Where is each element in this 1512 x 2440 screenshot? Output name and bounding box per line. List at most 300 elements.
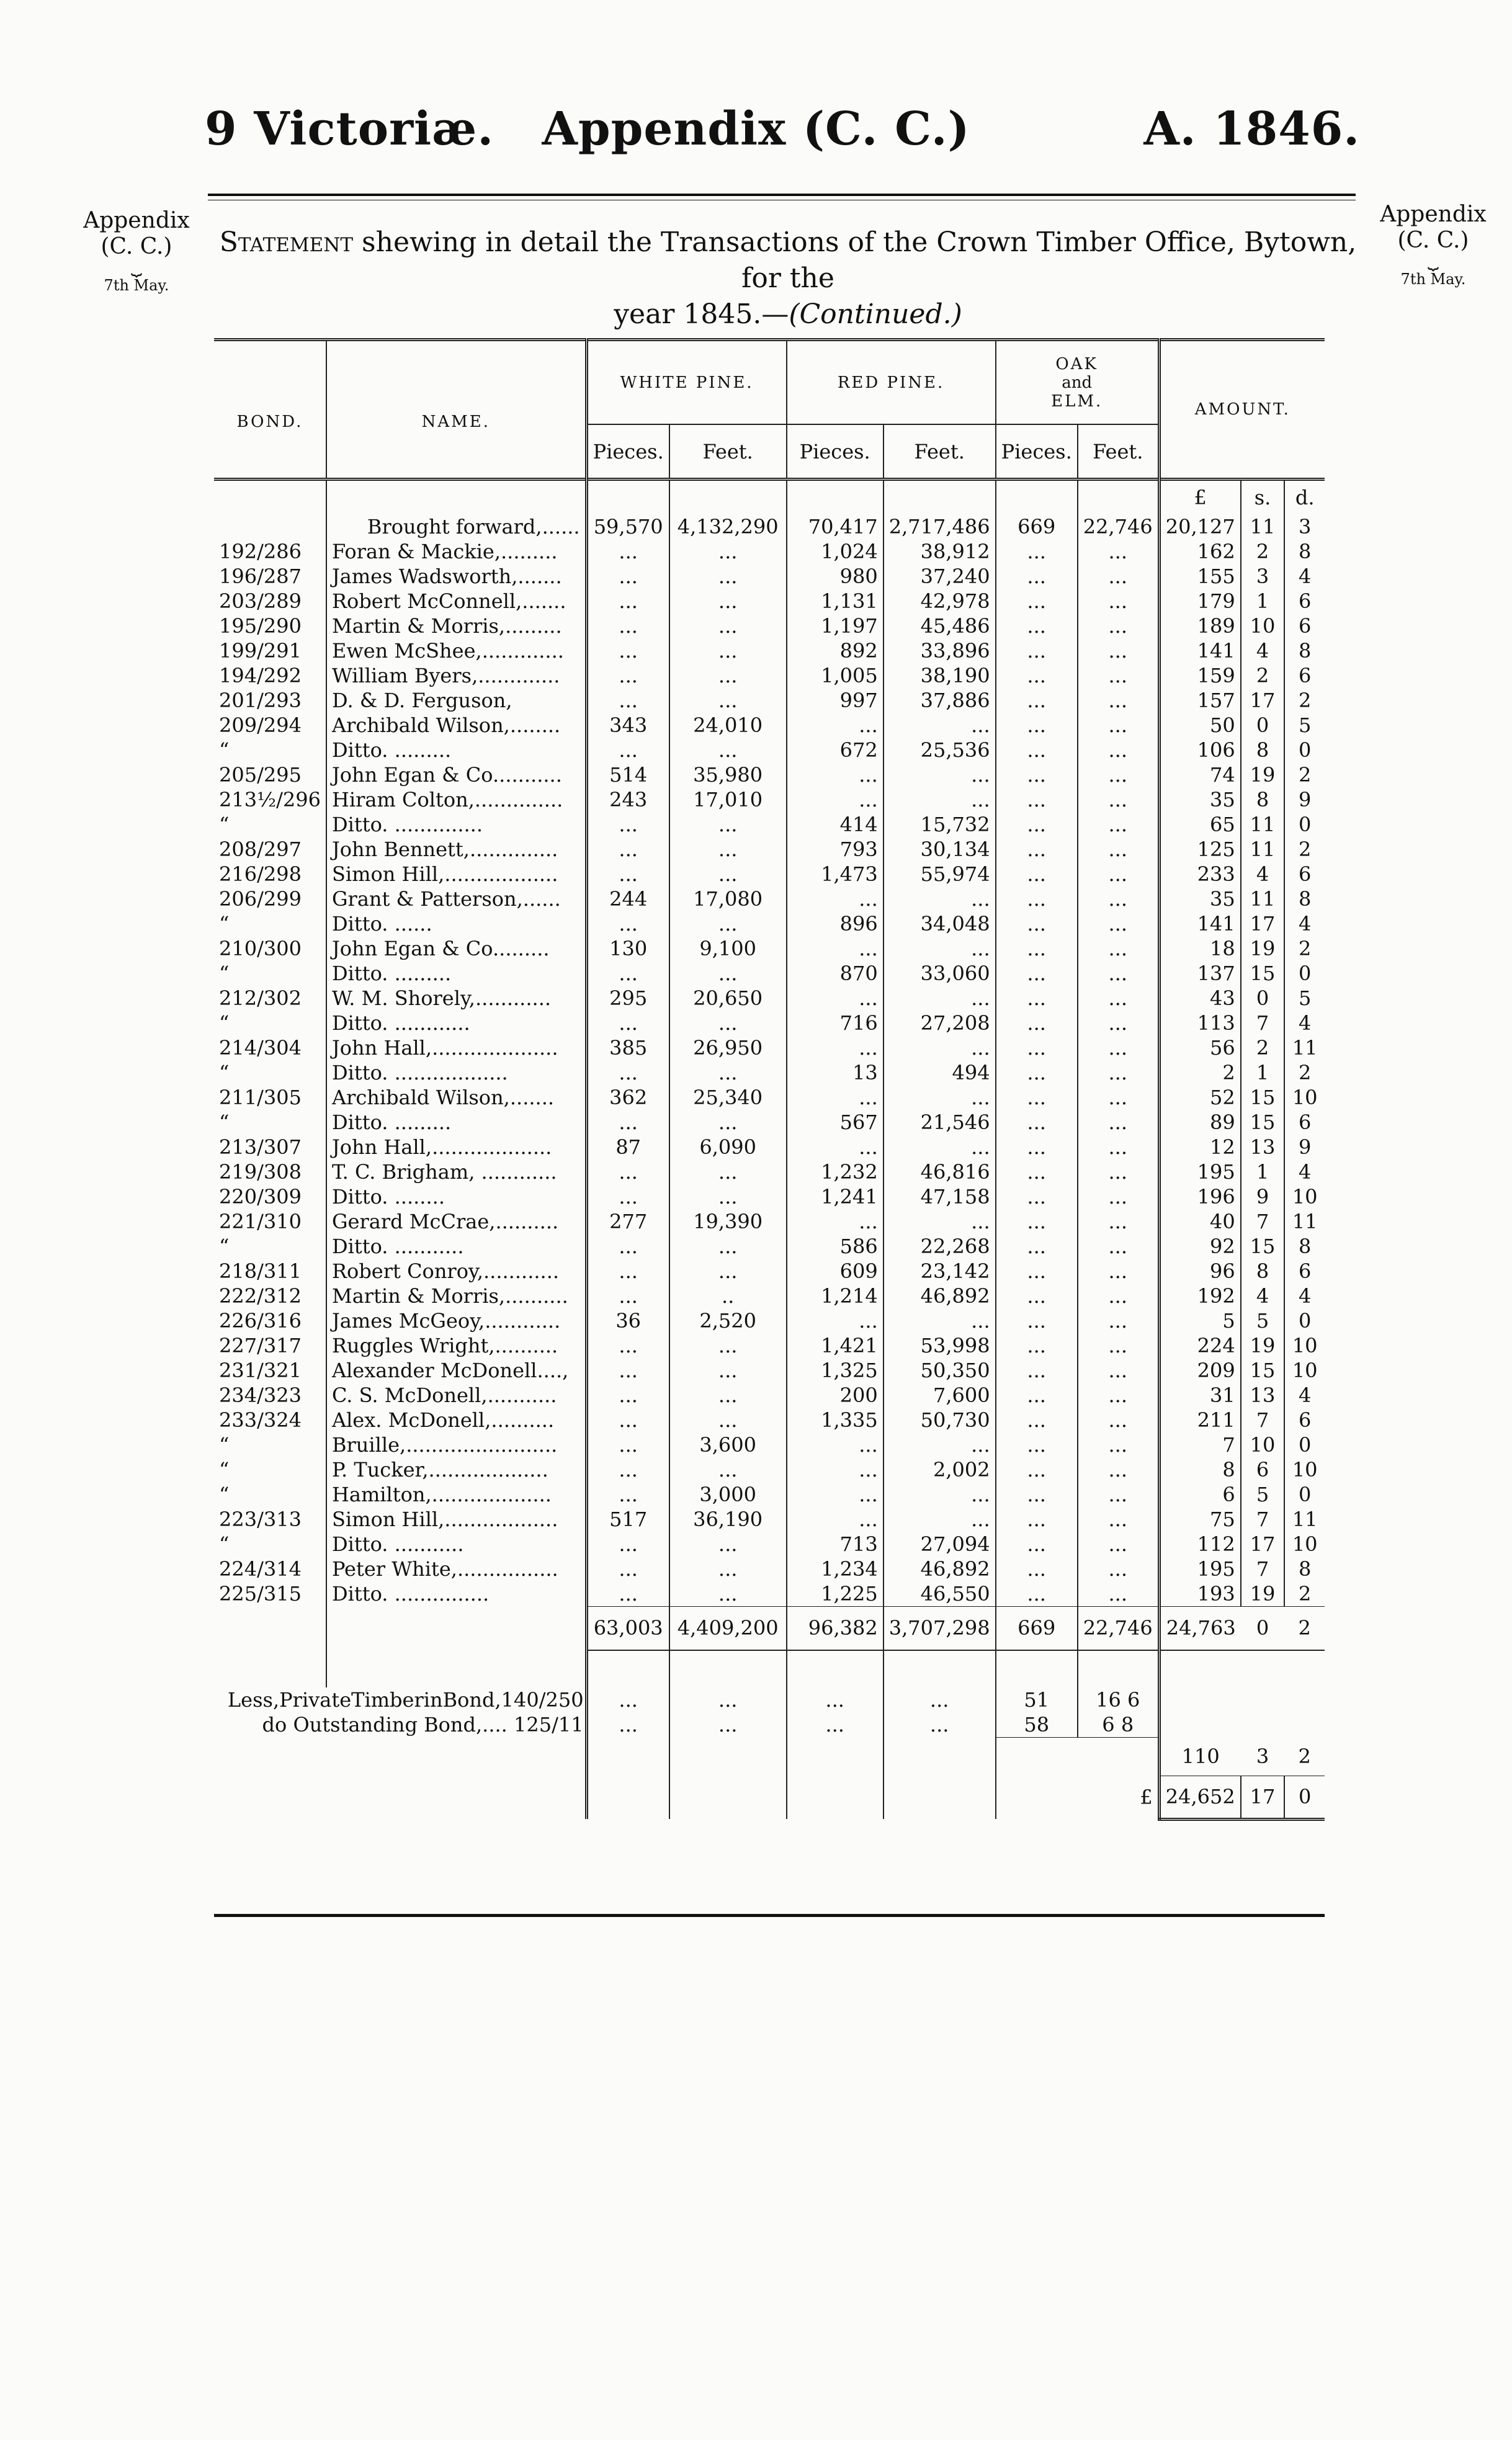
cell-s: 11 (1241, 837, 1285, 862)
cell-bond: 194/292 (219, 664, 302, 687)
cell-wpp: 385 (586, 1035, 669, 1060)
table-row (214, 688, 1325, 713)
cell-s: 15 (1241, 1234, 1285, 1259)
cell-rpp: 414 (787, 812, 883, 837)
cell-s: 2 (1241, 539, 1285, 564)
cell-d: 2 (1284, 688, 1325, 713)
cell: 22,746 (1078, 514, 1159, 539)
cell-bond: 201/293 (219, 689, 302, 712)
cell-wpf: ... (669, 1259, 787, 1284)
cell: 3 (1284, 514, 1325, 539)
cell-name: James Wadsworth,....... (326, 564, 586, 589)
col-amount: AMOUNT. (1159, 340, 1325, 480)
cell: ... (883, 1687, 996, 1712)
cell-wpf: ... (669, 812, 787, 837)
cell-rpf: 33,896 (883, 638, 996, 663)
col-name: NAME. (326, 340, 586, 480)
cell-name: Ditto. .................. (326, 1060, 586, 1085)
cell-l: 18 (1159, 936, 1240, 961)
cell-wpf: ... (669, 1581, 787, 1607)
cell-l: 179 (1159, 589, 1240, 614)
cell-s: 2 (1241, 1035, 1285, 1060)
cell-d: 9 (1284, 787, 1325, 812)
cell-l: 5 (1159, 1308, 1240, 1333)
cell-rpp: 713 (787, 1532, 883, 1557)
cell-s: 8 (1241, 738, 1285, 762)
cell-name: Ditto. ......... (326, 961, 586, 986)
cell-wpf: ... (669, 638, 787, 663)
less-label-1: Less,PrivateTimberinBond,140/250 (227, 1687, 584, 1712)
cell-d: 10 (1284, 1085, 1325, 1110)
cell-oef: ... (1078, 1532, 1159, 1557)
cell-l: 12 (1159, 1135, 1240, 1160)
cell-bond: “ (219, 1011, 230, 1035)
cell-wpp: ... (586, 589, 669, 614)
cell: ... (787, 1687, 883, 1712)
cell: 2,717,486 (883, 514, 996, 539)
cell-s: 19 (1241, 1333, 1285, 1358)
cell-rpf: 22,268 (883, 1234, 996, 1259)
cell-wpp: ... (586, 1482, 669, 1507)
cell-l: 224 (1159, 1333, 1240, 1358)
cell-rpp: ... (787, 1135, 883, 1160)
cell-bond: 233/324 (219, 1408, 302, 1432)
table-row (214, 1035, 1325, 1060)
cell-wpp: 243 (586, 787, 669, 812)
cell-d: 6 (1284, 614, 1325, 638)
cell-oep: ... (996, 961, 1078, 986)
oak-label: OAK (1055, 354, 1098, 373)
cell-bond: “ (219, 1532, 230, 1556)
cell-oep: ... (996, 1234, 1078, 1259)
cell-oef: ... (1078, 762, 1159, 787)
cell-rpf: 38,912 (883, 539, 996, 564)
cell-oep: ... (996, 1160, 1078, 1184)
table-row (214, 1432, 1325, 1457)
cell-l: 209 (1159, 1358, 1240, 1383)
cell-rpp: ... (787, 1209, 883, 1234)
cell-oef: ... (1078, 1507, 1159, 1532)
cell-rpp: 13 (787, 1060, 883, 1085)
cell-oep: ... (996, 1284, 1078, 1308)
cell-wpp: 517 (586, 1507, 669, 1532)
elm-label: ELM. (1051, 391, 1103, 411)
cell-l: 211 (1159, 1408, 1240, 1432)
cell-rpf: ... (883, 986, 996, 1011)
cell-oep: ... (996, 688, 1078, 713)
cell-rpp: ... (787, 787, 883, 812)
cell-wpf: 20,650 (669, 986, 787, 1011)
cell-bond: “ (219, 912, 230, 936)
cell-l: 7 (1159, 1432, 1240, 1457)
cell-d: 11 (1284, 1209, 1325, 1234)
cell-wpp: ... (586, 837, 669, 862)
cell-wpp: ... (586, 1333, 669, 1358)
cell-s: 2 (1241, 663, 1285, 688)
cell-rpf: 21,546 (883, 1110, 996, 1135)
cell-wpf: ... (669, 911, 787, 936)
cell-bond: 234/323 (219, 1383, 302, 1407)
cell-oef: ... (1078, 539, 1159, 564)
cell-name: Bruille,........................ (326, 1432, 586, 1457)
cell-oep: ... (996, 1184, 1078, 1209)
cell-bond: 192/286 (219, 540, 302, 563)
cell-oef: ... (1078, 1581, 1159, 1607)
cell-oep: ... (996, 1011, 1078, 1035)
cell-wpf: ... (669, 961, 787, 986)
cell-wpf: 3,600 (669, 1432, 787, 1457)
table-row (214, 961, 1325, 986)
cell-oef: ... (1078, 1035, 1159, 1060)
cell-wpf: ... (669, 1532, 787, 1557)
cell-s: 8 (1241, 787, 1285, 812)
cell-wpp: 130 (586, 936, 669, 961)
cell-rpf: ... (883, 787, 996, 812)
cell-name: John Egan & Co........... (326, 762, 586, 787)
cell-rpp: 609 (787, 1259, 883, 1284)
col-rp-feet: Feet. (883, 424, 996, 479)
cell-oef: ... (1078, 1234, 1159, 1259)
cell-d: 8 (1284, 638, 1325, 663)
cell-bond: 219/308 (219, 1160, 302, 1184)
cell-wpp: 36 (586, 1308, 669, 1333)
cell-l: 113 (1159, 1011, 1240, 1035)
cell-wpf: 17,010 (669, 787, 787, 812)
total-cell: 4,409,200 (669, 1607, 787, 1650)
cell-name: P. Tucker,................... (326, 1457, 586, 1482)
cell-s: 17 (1241, 688, 1285, 713)
cell-name: John Hall,.................... (326, 1035, 586, 1060)
cell-l: 193 (1159, 1581, 1240, 1607)
cell-s: 5 (1241, 1308, 1285, 1333)
cell-wpf: ... (669, 1358, 787, 1383)
cell-s: 0 (1241, 986, 1285, 1011)
total-cell: 669 (996, 1607, 1078, 1650)
cell-wpp: 362 (586, 1085, 669, 1110)
cell-wpf: ... (669, 1457, 787, 1482)
cell-wpf: .. (669, 1284, 787, 1308)
cell-rpp: 200 (787, 1383, 883, 1408)
margin-left-date: 7th May. (104, 277, 169, 294)
brace-icon: ⏟ (131, 255, 142, 277)
cell-d: 8 (1284, 1557, 1325, 1581)
cell: 669 (996, 514, 1078, 539)
cell-wpf: 3,000 (669, 1482, 787, 1507)
cell-rpf: 494 (883, 1060, 996, 1085)
cell-rpp: ... (787, 986, 883, 1011)
cell-rpp: 1,232 (787, 1160, 883, 1184)
cell-bond: “ (219, 1458, 230, 1481)
cell-s: 15 (1241, 961, 1285, 986)
cell-l: 43 (1159, 986, 1240, 1011)
cell-oef: ... (1078, 589, 1159, 614)
margin-left-code: (C. C.) (101, 234, 172, 259)
cell-d: 2 (1284, 762, 1325, 787)
cell-name: Ditto. ........... (326, 1532, 586, 1557)
cell-name: Ditto. ........... (326, 1234, 586, 1259)
cell-wpf: ... (669, 564, 787, 589)
statement-lead: Statement (219, 226, 354, 258)
cell-d: 4 (1284, 1011, 1325, 1035)
cell-name: Robert Conroy,............ (326, 1259, 586, 1284)
cell-wpf: ... (669, 1160, 787, 1184)
table-row (214, 638, 1325, 663)
cell-s: 19 (1241, 1581, 1285, 1607)
cell-wpf: ... (669, 539, 787, 564)
cell-s: 7 (1241, 1507, 1285, 1532)
cell-oef: ... (1078, 1110, 1159, 1135)
cell-oep: ... (996, 539, 1078, 564)
cell-l: 157 (1159, 688, 1240, 713)
cell-d: 8 (1284, 1234, 1325, 1259)
cell-d: 2 (1284, 837, 1325, 862)
cell-s: 7 (1241, 1557, 1285, 1581)
less-label-2: do Outstanding Bond,.... 125/11 (262, 1712, 584, 1736)
cell-l: 75 (1159, 1507, 1240, 1532)
table-row (214, 911, 1325, 936)
cell-l: 35 (1159, 787, 1240, 812)
table-row (214, 1184, 1325, 1209)
cell-d: 11 (1284, 1507, 1325, 1532)
cell-rpf: ... (883, 1432, 996, 1457)
margin-right-date: 7th May. (1400, 270, 1466, 288)
cell-rpf: 50,350 (883, 1358, 996, 1383)
col-oe-pieces: Pieces. (996, 424, 1078, 479)
cell-oep: ... (996, 936, 1078, 961)
cell-oep: ... (996, 638, 1078, 663)
total-cell: 63,003 (586, 1607, 669, 1650)
total-cell: 24,763 (1159, 1607, 1240, 1650)
cell: ... (586, 1687, 669, 1712)
cell-rpf: 46,892 (883, 1284, 996, 1308)
cell-name: Ditto. ........ (326, 1184, 586, 1209)
cell-wpf: ... (669, 614, 787, 638)
table-row (214, 539, 1325, 564)
cell-rpp: 1,325 (787, 1358, 883, 1383)
cell: 70,417 (787, 514, 883, 539)
cell-d: 4 (1284, 1284, 1325, 1308)
cell-wpp: ... (586, 614, 669, 638)
cell-rpp: ... (787, 1035, 883, 1060)
spacer-row (214, 1650, 1325, 1687)
brought-forward-row (214, 514, 1325, 539)
cell-wpf: ... (669, 1383, 787, 1408)
cell-rpf: ... (883, 1209, 996, 1234)
cell-rpf: 25,536 (883, 738, 996, 762)
cell-name: Ditto. ............... (326, 1581, 586, 1607)
cell-d: 5 (1284, 986, 1325, 1011)
cell-oep: ... (996, 887, 1078, 911)
cell-name: Ditto. ...... (326, 911, 586, 936)
cell-s: 4 (1241, 862, 1285, 887)
cell-bond: 224/314 (219, 1557, 302, 1581)
cell-s: 13 (1241, 1135, 1285, 1160)
cell-wpp: 87 (586, 1135, 669, 1160)
col-white-pine: WHITE PINE. (586, 340, 786, 425)
cell-rpf: ... (883, 1482, 996, 1507)
cell-rpp: 980 (787, 564, 883, 589)
cell-d: 0 (1284, 1482, 1325, 1507)
table-row (214, 1532, 1325, 1557)
cell-oef: ... (1078, 1308, 1159, 1333)
cell-rpf: 7,600 (883, 1383, 996, 1408)
cell-l: 137 (1159, 961, 1240, 986)
cell-wpp: ... (586, 1160, 669, 1184)
cell-d: 10 (1284, 1532, 1325, 1557)
cell-s: 10 (1241, 614, 1285, 638)
cell-wpf: 26,950 (669, 1035, 787, 1060)
cell-wpp: ... (586, 1234, 669, 1259)
cell-oep: ... (996, 564, 1078, 589)
cell-rpf: 34,048 (883, 911, 996, 936)
cell-wpf: 36,190 (669, 1507, 787, 1532)
cell-d: 0 (1284, 738, 1325, 762)
cell-l: 112 (1159, 1532, 1240, 1557)
cell-oep: ... (996, 1358, 1078, 1383)
cell-bond: 206/299 (219, 887, 302, 911)
cell-bond: 227/317 (219, 1334, 302, 1357)
table-row (214, 614, 1325, 638)
cell-rpp: 1,421 (787, 1333, 883, 1358)
cell-bond: 231/321 (219, 1359, 302, 1382)
cell-oef: ... (1078, 614, 1159, 638)
cell-wpp: ... (586, 539, 669, 564)
table-row (214, 812, 1325, 837)
col-shillings: s. (1241, 480, 1285, 515)
cell-oep: ... (996, 1383, 1078, 1408)
cell-l: 8 (1159, 1457, 1240, 1482)
total-cell: 96,382 (787, 1607, 883, 1650)
cell-l: 195 (1159, 1160, 1240, 1184)
cell-oep: ... (996, 837, 1078, 862)
cell-oep: ... (996, 1557, 1078, 1581)
total-cell: 22,746 (1078, 1607, 1159, 1650)
cell-bond: 195/290 (219, 614, 302, 638)
cell-d: 0 (1284, 1308, 1325, 1333)
cell-wpp: 343 (586, 713, 669, 738)
cell-rpp: ... (787, 1482, 883, 1507)
cell-wpp: ... (586, 1432, 669, 1457)
cell-bond: 210/300 (219, 937, 302, 960)
brought-forward-label: Brought forward,...... (326, 514, 586, 539)
cell-rpp: 567 (787, 1110, 883, 1135)
cell-rpf: 23,142 (883, 1259, 996, 1284)
cell-oef: ... (1078, 787, 1159, 812)
cell-oef: ... (1078, 1060, 1159, 1085)
cell-wpp: 295 (586, 986, 669, 1011)
cell-l: 106 (1159, 738, 1240, 762)
cell-name: Ditto. ............ (326, 1011, 586, 1035)
cell-l: 195 (1159, 1557, 1240, 1581)
cell-bond: 205/295 (219, 763, 302, 787)
cell-rpp: 1,005 (787, 663, 883, 688)
cell-rpf: 27,208 (883, 1011, 996, 1035)
cell-s: 4 (1241, 638, 1285, 663)
less-cell: 3 (1256, 1744, 1269, 1768)
cell-l: 6 (1159, 1482, 1240, 1507)
cell-l: 65 (1159, 812, 1240, 837)
table-row (214, 887, 1325, 911)
cell-rpp: ... (787, 1507, 883, 1532)
table-row (214, 1308, 1325, 1333)
grand-total-cell: 24,652 (1159, 1776, 1240, 1819)
cell-wpp: ... (586, 738, 669, 762)
cell-name: Martin & Morris,.......... (326, 1284, 586, 1308)
col-rp-pieces: Pieces. (787, 424, 883, 479)
cell-d: 2 (1284, 1581, 1325, 1607)
cell-oef: ... (1078, 1408, 1159, 1432)
cell-rpf: 33,060 (883, 961, 996, 986)
header-row-1 (214, 340, 1325, 425)
table-row (214, 1060, 1325, 1085)
cell-s: 17 (1241, 911, 1285, 936)
cell-rpf: 38,190 (883, 663, 996, 688)
cell-oef: ... (1078, 1432, 1159, 1457)
table-row (214, 564, 1325, 589)
cell-s: 15 (1241, 1110, 1285, 1135)
and-label: and (1062, 373, 1093, 392)
cell-l: 233 (1159, 862, 1240, 887)
cell-rpp: 793 (787, 837, 883, 862)
cell-wpf: ... (669, 1557, 787, 1581)
transactions-table (214, 338, 1325, 1821)
cell: ... (787, 1712, 883, 1738)
cell-rpf: ... (883, 1308, 996, 1333)
total-cell: 2 (1284, 1607, 1325, 1650)
cell-rpp: 1,225 (787, 1581, 883, 1607)
cell: ... (669, 1687, 787, 1712)
cell-l: 31 (1159, 1383, 1240, 1408)
cell-oep: ... (996, 1085, 1078, 1110)
cell-name: Ditto. ......... (326, 1110, 586, 1135)
statement-heading (205, 225, 1371, 333)
cell-name: D. & D. Ferguson, (326, 688, 586, 713)
cell-wpp: ... (586, 688, 669, 713)
table-row (214, 1110, 1325, 1135)
cell-name: W. M. Shorely,............ (326, 986, 586, 1011)
cell-l: 74 (1159, 762, 1240, 787)
cell-rpf: 2,002 (883, 1457, 996, 1482)
cell-wpp: ... (586, 1184, 669, 1209)
cell-oef: ... (1078, 1160, 1159, 1184)
cell-oep: ... (996, 862, 1078, 887)
cell-s: 4 (1241, 1284, 1285, 1308)
cell-wpp: ... (586, 1011, 669, 1035)
cell-oef: ... (1078, 1209, 1159, 1234)
cell-s: 9 (1241, 1184, 1285, 1209)
cell-l: 192 (1159, 1284, 1240, 1308)
cell-wpf: ... (669, 589, 787, 614)
cell-oef: ... (1078, 1383, 1159, 1408)
cell-rpf: 50,730 (883, 1408, 996, 1432)
cell-bond: 221/310 (219, 1210, 302, 1233)
cell-rpp: ... (787, 887, 883, 911)
cell-d: 6 (1284, 1110, 1325, 1135)
cell-rpp: ... (787, 1085, 883, 1110)
cell-bond: 213½/296 (219, 788, 321, 811)
cell-rpp: 1,241 (787, 1184, 883, 1209)
cell-oep: ... (996, 1110, 1078, 1135)
col-pounds: £ (1159, 480, 1240, 515)
cell-oef: ... (1078, 1085, 1159, 1110)
cell-rpf: 42,978 (883, 589, 996, 614)
cell-name: William Byers,............. (326, 663, 586, 688)
cell-name: John Hall,................... (326, 1135, 586, 1160)
total-cell: 0 (1241, 1607, 1285, 1650)
less-subtotal-row (214, 1737, 1325, 1776)
cell-wpf: ... (669, 1333, 787, 1358)
cell-d: 2 (1284, 1060, 1325, 1085)
